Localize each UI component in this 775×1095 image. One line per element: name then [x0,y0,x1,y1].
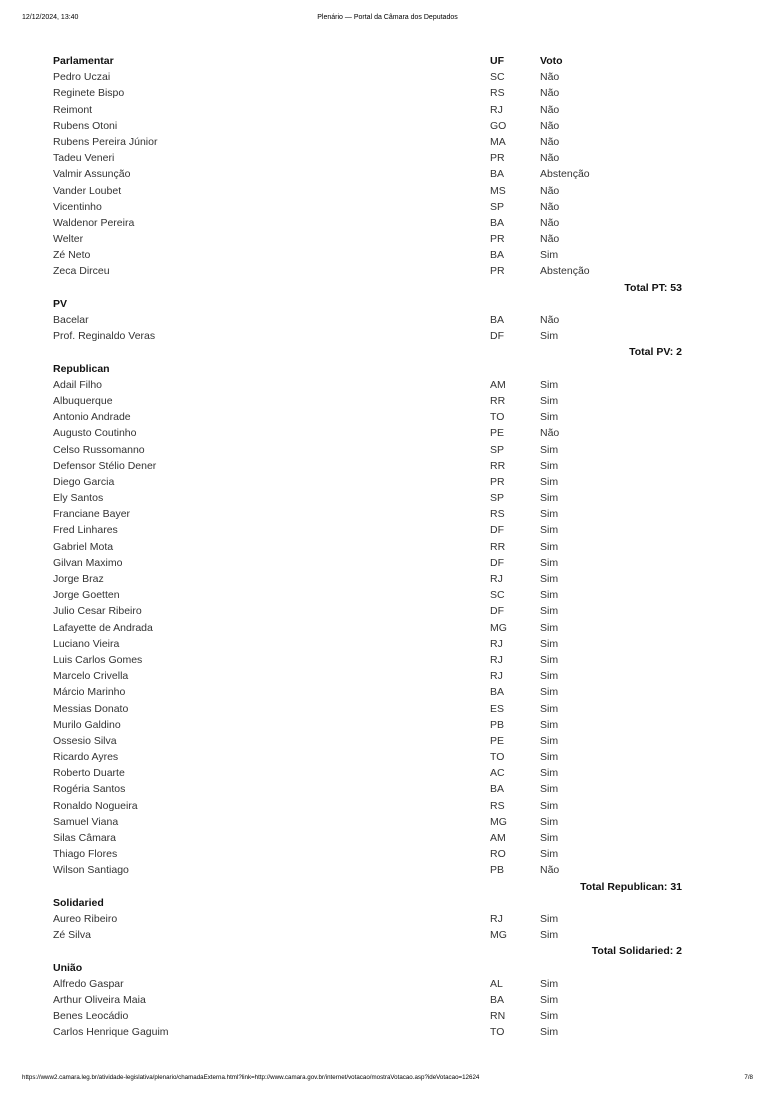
member-uf: PB [490,864,505,877]
table-row [53,927,683,943]
member-name: Gabriel Mota [53,540,114,553]
member-vote: Sim [540,540,559,553]
member-vote: Não [540,135,560,148]
member-uf: TO [490,1026,505,1039]
member-vote: Sim [540,929,559,942]
member-vote: Sim [540,993,559,1006]
member-vote: Sim [540,411,559,424]
member-uf: DF [490,330,504,343]
member-uf: MG [490,621,507,634]
table-row [53,555,683,571]
member-vote: Sim [540,702,559,715]
member-uf: SC [490,589,505,602]
member-uf: RS [490,799,505,812]
table-row [53,458,683,474]
member-vote: Não [540,71,560,84]
member-name: Zeca Dirceu [53,265,110,278]
table-row [53,231,683,247]
member-uf: RJ [490,670,503,683]
member-uf: BA [490,168,505,181]
table-row [53,506,683,522]
member-name: Rubens Otoni [53,119,118,132]
table-row [53,150,683,166]
print-header [0,14,775,26]
member-uf: MG [490,929,507,942]
table-row [53,263,683,279]
table-row [53,393,683,409]
member-vote: Sim [540,459,559,472]
table-body [53,69,683,1040]
member-name: Ronaldo Nogueira [53,799,138,812]
party-total: Total Solidaried: 2 [591,945,682,958]
member-uf: ES [490,702,505,715]
print-footer [0,1074,775,1086]
table-row [53,911,683,927]
member-name: Luis Carlos Gomes [53,653,143,666]
party-total: Total PV: 2 [629,346,682,359]
table-row [53,587,683,603]
table-row [53,85,683,101]
print-date: 12/12/2024, 13:40 [22,14,79,21]
party-header-row [53,361,683,377]
party-total-row [53,344,683,360]
table-row [53,652,683,668]
member-name: Carlos Henrique Gaguim [53,1026,169,1039]
member-uf: SP [490,443,505,456]
party-name: União [53,961,83,974]
member-vote: Não [540,200,560,213]
table-row [53,425,683,441]
table-row [53,328,683,344]
member-name: Defensor Stélio Dener [53,459,157,472]
member-name: Benes Leocádio [53,1010,129,1023]
member-vote: Sim [540,1026,559,1039]
member-uf: DF [490,524,504,537]
table-row [53,620,683,636]
table-row [53,636,683,652]
member-uf: AM [490,378,506,391]
party-name: PV [53,297,68,310]
member-name: Silas Câmara [53,832,117,844]
member-uf: AC [490,767,505,780]
table-row [53,522,683,538]
table-row [53,684,683,700]
member-uf: MG [490,815,507,828]
table-row [53,976,683,992]
member-name: Fred Linhares [53,524,118,537]
source-url: https://www2.camara.leg.br/atividade-legislativa/plenario/chamadaExterna.html?link=http://www.camara.gov.br/internet/votacao/mostraVotacao.asp?ideVotacao=12624 [22,1074,480,1081]
member-vote: Não [540,87,560,100]
member-uf: BA [490,993,505,1006]
member-vote: Sim [540,330,559,343]
table-row [53,830,683,846]
table-row [53,668,683,684]
member-vote: Não [540,119,560,132]
member-uf: BA [490,686,505,699]
member-vote: Não [540,427,560,440]
member-name: Ricardo Ayres [53,751,119,764]
member-vote: Sim [540,799,559,812]
member-uf: RJ [490,912,503,925]
member-vote: Não [540,152,560,165]
table-row [53,199,683,215]
member-name: Samuel Viana [53,815,119,828]
party-name: Republican [53,362,110,375]
member-name: Lafayette de Andrada [53,621,153,634]
table-row [53,377,683,393]
member-vote: Sim [540,378,559,391]
member-vote: Sim [540,848,559,861]
member-uf: SP [490,492,505,505]
member-vote: Não [540,233,560,246]
member-uf: AM [490,832,506,844]
member-uf: RR [490,459,506,472]
member-uf: AL [490,977,503,990]
member-vote: Sim [540,718,559,731]
member-vote: Sim [540,977,559,990]
party-total: Total PT: 53 [624,281,682,294]
member-name: Arthur Oliveira Maia [53,993,146,1006]
member-vote: Sim [540,815,559,828]
member-name: Albuquerque [53,394,113,407]
table-row [53,539,683,555]
table-row [53,102,683,118]
member-uf: GO [490,119,507,132]
party-total: Total Republican: 31 [580,880,682,893]
member-name: Thiago Flores [53,848,118,861]
member-name: Vander Loubet [53,184,122,197]
member-name: Reginete Bispo [53,87,125,100]
member-uf: PE [490,734,505,747]
member-vote: Não [540,184,560,197]
column-header-uf: UF [490,55,504,67]
member-uf: TO [490,751,505,764]
member-uf: PR [490,265,505,278]
member-uf: PB [490,718,505,731]
member-vote: Sim [540,394,559,407]
member-uf: RR [490,394,506,407]
member-vote: Não [540,216,560,229]
member-uf: SP [490,200,505,213]
member-name: Ely Santos [53,492,104,505]
member-vote: Sim [540,249,559,262]
member-vote: Sim [540,751,559,764]
member-uf: BA [490,249,505,262]
member-uf: MS [490,184,506,197]
table-row [53,442,683,458]
member-vote: Sim [540,783,559,796]
member-name: Zé Neto [53,249,91,262]
table-row [53,717,683,733]
member-vote: Sim [540,475,559,488]
member-vote: Sim [540,832,559,844]
member-uf: DF [490,556,504,569]
member-uf: BA [490,783,505,796]
table-row [53,992,683,1008]
member-name: Marcelo Crivella [53,670,129,683]
member-name: Bacelar [53,314,89,326]
member-name: Augusto Coutinho [53,427,137,440]
member-name: Wilson Santiago [53,864,129,877]
table-row [53,1024,683,1040]
member-vote: Sim [540,443,559,456]
member-vote: Sim [540,492,559,505]
member-name: Pedro Uczai [53,71,111,84]
party-header-row [53,296,683,312]
member-uf: PR [490,233,505,246]
member-name: Aureo Ribeiro [53,912,118,925]
member-uf: PR [490,152,505,165]
member-vote: Sim [540,556,559,569]
member-uf: RJ [490,637,503,650]
member-uf: RJ [490,573,503,585]
page-title: Plenário — Portal da Câmara dos Deputados [317,14,458,21]
member-uf: PR [490,475,505,488]
member-uf: BA [490,314,505,326]
table-row [53,814,683,830]
member-uf: RS [490,508,505,521]
member-vote: Sim [540,734,559,747]
member-name: Tadeu Veneri [53,152,115,165]
member-name: Roberto Duarte [53,767,125,780]
page-number: 7/8 [744,1074,753,1081]
member-vote: Sim [540,605,559,618]
table-header-row [53,53,683,69]
table-row [53,312,683,328]
member-name: Antonio Andrade [53,411,131,424]
table-row [53,183,683,199]
member-name: Jorge Goetten [53,589,120,602]
table-row [53,166,683,182]
member-vote: Não [540,103,560,116]
member-vote: Não [540,314,560,326]
party-total-row [53,943,683,959]
member-uf: PE [490,427,505,440]
member-uf: TO [490,411,505,424]
member-uf: SC [490,71,505,84]
member-name: Valmir Assunção [53,168,131,181]
member-name: Prof. Reginaldo Veras [53,330,156,343]
member-name: Rogéria Santos [53,783,126,796]
column-header-voto: Voto [540,55,563,67]
member-vote: Abstenção [540,168,590,181]
party-header-row [53,960,683,976]
member-uf: RJ [490,653,503,666]
table-row [53,733,683,749]
member-name: Jorge Braz [53,573,104,585]
member-uf: DF [490,605,504,618]
member-uf: MA [490,135,506,148]
table-row [53,1008,683,1024]
table-row [53,69,683,85]
table-row [53,571,683,587]
party-header-row [53,895,683,911]
member-name: Ossesio Silva [53,734,117,747]
member-name: Diego Garcia [53,475,115,488]
member-vote: Sim [540,508,559,521]
member-vote: Sim [540,653,559,666]
member-name: Alfredo Gaspar [53,977,124,990]
member-uf: RS [490,87,505,100]
table-row [53,701,683,717]
member-vote: Sim [540,767,559,780]
member-name: Zé Silva [53,929,91,942]
table-row [53,247,683,263]
table-row [53,781,683,797]
member-name: Celso Russomanno [53,443,145,456]
member-vote: Sim [540,524,559,537]
member-uf: RJ [490,103,503,116]
member-vote: Sim [540,573,559,585]
column-header-parlamentar: Parlamentar [53,55,114,67]
member-vote: Sim [540,912,559,925]
member-uf: RN [490,1010,506,1023]
table-row [53,474,683,490]
member-name: Julio Cesar Ribeiro [53,605,142,618]
party-name: Solidaried [53,896,104,909]
member-vote: Sim [540,589,559,602]
table-row [53,118,683,134]
table-row [53,862,683,878]
member-vote: Sim [540,1010,559,1023]
member-uf: RR [490,540,506,553]
member-vote: Não [540,864,560,877]
member-vote: Sim [540,670,559,683]
member-name: Reimont [53,103,93,116]
table-row [53,765,683,781]
member-name: Murilo Galdino [53,718,121,731]
table-row [53,749,683,765]
table-row [53,215,683,231]
table-row [53,846,683,862]
member-name: Welter [53,233,84,246]
member-vote: Sim [540,686,559,699]
member-name: Márcio Marinho [53,686,126,699]
member-vote: Abstenção [540,265,590,278]
member-vote: Sim [540,621,559,634]
party-total-row [53,280,683,296]
member-name: Gilvan Maximo [53,556,123,569]
party-total-row [53,879,683,895]
member-name: Vicentinho [53,200,102,213]
member-uf: RO [490,848,506,861]
table-row [53,134,683,150]
member-name: Rubens Pereira Júnior [53,135,158,148]
member-name: Franciane Bayer [53,508,131,521]
table-row [53,798,683,814]
member-vote: Sim [540,637,559,650]
member-name: Waldenor Pereira [53,216,135,229]
vote-table [53,53,683,1040]
table-row [53,490,683,506]
member-uf: BA [490,216,505,229]
member-name: Messias Donato [53,702,129,715]
table-row [53,603,683,619]
table-row [53,409,683,425]
member-name: Luciano Vieira [53,637,120,650]
member-name: Adail Filho [53,378,103,391]
